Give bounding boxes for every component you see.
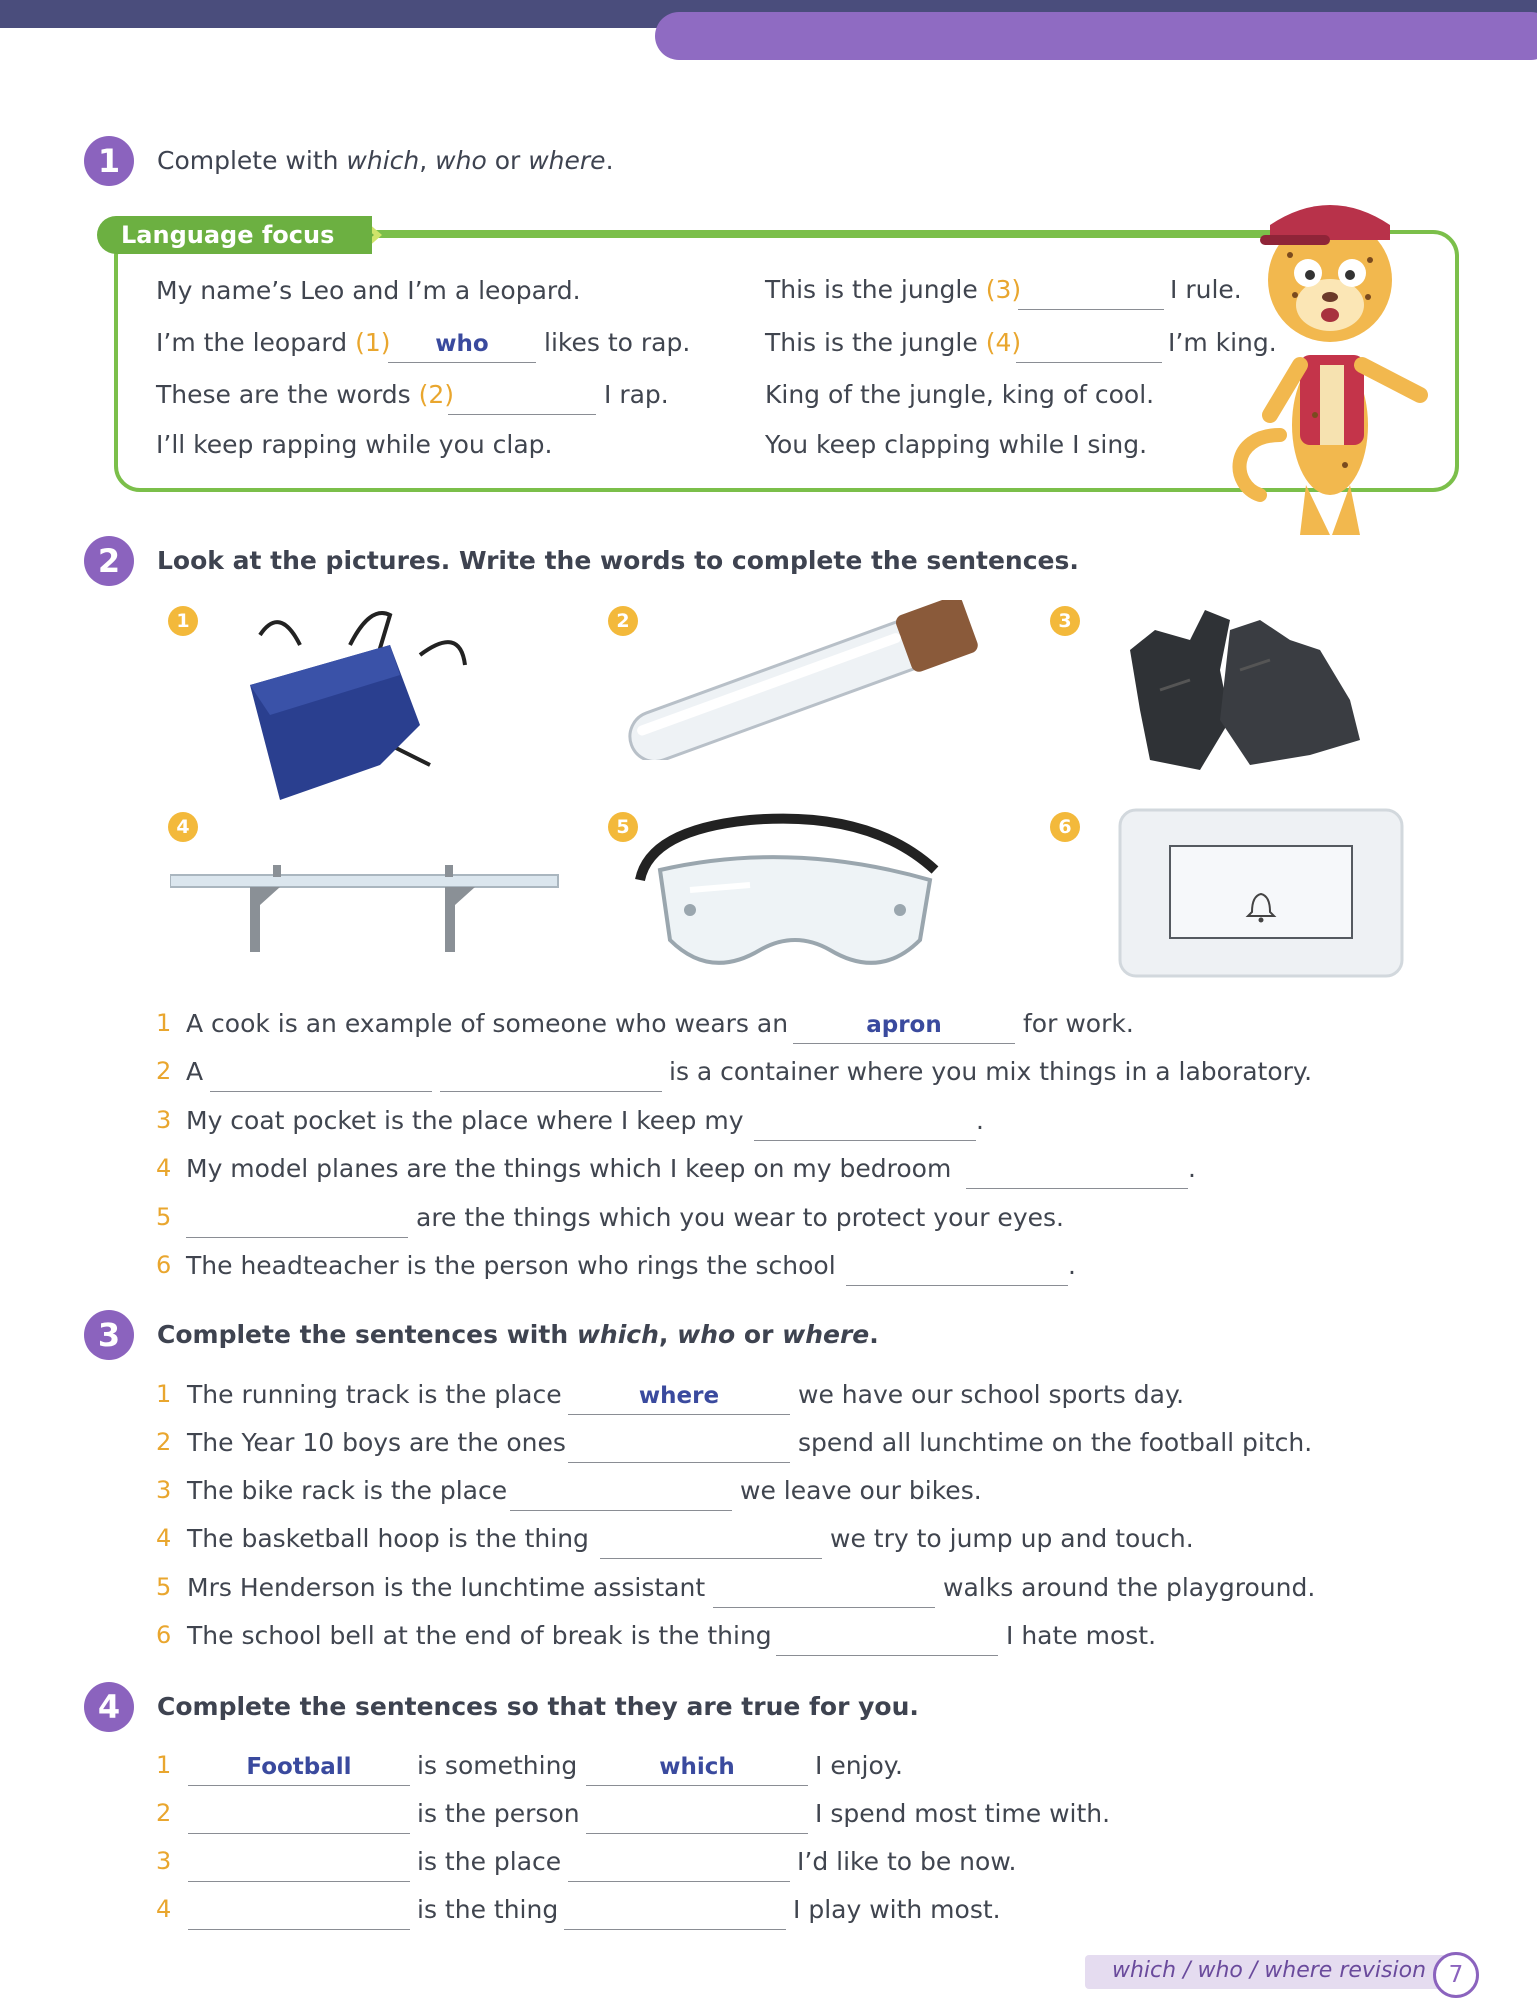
ex2-item-3-end: . bbox=[976, 1106, 984, 1135]
ex4-item-4-blank-b[interactable] bbox=[564, 1897, 786, 1930]
lf-line-right-2: This is the jungle (4) bbox=[765, 328, 1022, 357]
header-purple-band bbox=[655, 12, 1537, 60]
ex4-item-2-blank-a[interactable] bbox=[188, 1801, 410, 1834]
ex2-item-3-blank[interactable] bbox=[754, 1108, 976, 1141]
lf-answer-1: who bbox=[435, 331, 489, 357]
ex2-item-4-number: 4 bbox=[156, 1154, 172, 1182]
bell-switch-picture bbox=[1118, 808, 1404, 978]
exercise-2-number: 2 bbox=[84, 536, 134, 586]
picture-4-number: 4 bbox=[168, 812, 198, 842]
ex4-item-4-mid: is the thing bbox=[417, 1895, 559, 1924]
ex4-item-3-blank-b[interactable] bbox=[568, 1849, 790, 1882]
ex3-item-6-blank[interactable] bbox=[776, 1623, 998, 1656]
ex3-item-1-answer: where bbox=[638, 1383, 720, 1409]
ex3-item-4-end: we try to jump up and touch. bbox=[830, 1524, 1194, 1553]
picture-1-number: 1 bbox=[168, 606, 198, 636]
ex3-item-2-blank[interactable] bbox=[568, 1430, 790, 1463]
ex2-item-2-blank-a[interactable] bbox=[210, 1059, 432, 1092]
ex2-item-4-blank[interactable] bbox=[966, 1156, 1188, 1189]
ex2-item-3-number: 3 bbox=[156, 1106, 172, 1134]
ex3-item-2-end: spend all lunchtime on the football pitch. bbox=[798, 1428, 1313, 1457]
lf-blank-2[interactable] bbox=[448, 382, 596, 415]
lf-line-left-4: I’ll keep rapping while you clap. bbox=[156, 430, 553, 459]
shelf-picture bbox=[170, 860, 560, 960]
ex4-item-4-number: 4 bbox=[156, 1895, 172, 1923]
apron-picture bbox=[240, 605, 470, 805]
goggles-picture bbox=[630, 810, 960, 980]
picture-3-number: 3 bbox=[1050, 606, 1080, 636]
ex4-item-2-number: 2 bbox=[156, 1799, 172, 1827]
ex3-item-1-end: we have our school sports day. bbox=[798, 1380, 1185, 1409]
ex3-item-4-number: 4 bbox=[156, 1524, 172, 1552]
exercise-4-number: 4 bbox=[84, 1682, 134, 1732]
page-number: 7 bbox=[1433, 1952, 1479, 1998]
ex3-item-2-text: The Year 10 boys are the ones bbox=[187, 1428, 566, 1457]
lf-blank-4[interactable] bbox=[1016, 330, 1162, 363]
ex2-item-4-end: . bbox=[1188, 1154, 1196, 1183]
ex2-item-1-answer: apron bbox=[866, 1012, 942, 1038]
gloves-picture bbox=[1110, 590, 1370, 780]
ex2-item-2-text: A bbox=[186, 1057, 204, 1086]
ex3-item-3-blank[interactable] bbox=[510, 1478, 732, 1511]
picture-5-number: 5 bbox=[608, 812, 638, 842]
ex4-item-4-end: I play with most. bbox=[793, 1895, 1001, 1924]
picture-6-number: 6 bbox=[1050, 812, 1080, 842]
exercise-2-title: Look at the pictures. Write the words to complete the sentences. bbox=[157, 546, 1079, 575]
ex2-item-2-end: is a container where you mix things in a laboratory. bbox=[669, 1057, 1313, 1086]
ex3-item-1-text: The running track is the place bbox=[187, 1380, 562, 1409]
language-focus-rule bbox=[370, 234, 1320, 238]
lf-line-right-1: This is the jungle (3) bbox=[765, 275, 1022, 304]
exercise-3-title: Complete the sentences with which, who or where. bbox=[157, 1320, 879, 1349]
lf-line-right-2-end: I’m king. bbox=[1168, 328, 1277, 357]
language-focus-label: Language focus bbox=[97, 216, 372, 254]
language-focus-tag-arrow bbox=[352, 216, 374, 254]
lf-line-right-4: You keep clapping while I sing. bbox=[765, 430, 1148, 459]
lf-line-left-2: I’m the leopard (1) bbox=[156, 328, 391, 357]
ex3-item-6-text: The school bell at the end of break is the thing bbox=[187, 1621, 772, 1650]
ex3-item-4-blank[interactable] bbox=[600, 1526, 822, 1559]
ex4-item-1-answer-b: which bbox=[659, 1754, 735, 1780]
ex2-item-1-text: A cook is an example of someone who wears an bbox=[186, 1009, 789, 1038]
ex3-item-5-end: walks around the playground. bbox=[943, 1573, 1316, 1602]
ex3-item-6-end: I hate most. bbox=[1006, 1621, 1157, 1650]
ex2-item-6-end: . bbox=[1068, 1251, 1076, 1280]
ex4-item-1-end: I enjoy. bbox=[815, 1751, 903, 1780]
ex4-item-4-blank-a[interactable] bbox=[188, 1897, 410, 1930]
ex4-item-1-answer-a: Football bbox=[246, 1754, 352, 1780]
ex3-item-2-number: 2 bbox=[156, 1428, 172, 1456]
test-tube-picture bbox=[610, 600, 1010, 760]
lf-line-left-3-end: I rap. bbox=[604, 380, 669, 409]
ex2-item-6-text: The headteacher is the person who rings the school bbox=[186, 1251, 836, 1280]
ex3-item-3-end: we leave our bikes. bbox=[740, 1476, 982, 1505]
ex3-item-6-number: 6 bbox=[156, 1621, 172, 1649]
ex2-item-4-text: My model planes are the things which I keep on my bedroom bbox=[186, 1154, 952, 1183]
exercise-1-number: 1 bbox=[84, 136, 134, 186]
ex2-item-1-number: 1 bbox=[156, 1009, 172, 1037]
footer-section-title: which / who / where revision bbox=[1112, 1958, 1427, 1983]
ex2-item-3-text: My coat pocket is the place where I keep my bbox=[186, 1106, 744, 1135]
ex4-item-3-end: I’d like to be now. bbox=[797, 1847, 1017, 1876]
picture-2-number: 2 bbox=[608, 606, 638, 636]
ex3-item-3-text: The bike rack is the place bbox=[187, 1476, 508, 1505]
ex2-item-6-blank[interactable] bbox=[846, 1253, 1068, 1286]
ex3-item-5-text: Mrs Henderson is the lunchtime assistant bbox=[187, 1573, 706, 1602]
ex2-item-5-end: are the things which you wear to protect your eyes. bbox=[416, 1203, 1064, 1232]
ex4-item-3-number: 3 bbox=[156, 1847, 172, 1875]
ex3-item-1-number: 1 bbox=[156, 1380, 172, 1408]
exercise-1-title: Complete with which, who or where. bbox=[157, 146, 614, 175]
lf-line-left-3: These are the words (2) bbox=[156, 380, 455, 409]
ex3-item-5-blank[interactable] bbox=[713, 1575, 935, 1608]
lf-blank-3[interactable] bbox=[1018, 277, 1164, 310]
ex3-item-4-text: The basketball hoop is the thing bbox=[187, 1524, 589, 1553]
ex3-item-3-number: 3 bbox=[156, 1476, 172, 1504]
ex4-item-3-mid: is the place bbox=[417, 1847, 562, 1876]
ex4-item-1-number: 1 bbox=[156, 1751, 172, 1779]
ex3-item-5-number: 5 bbox=[156, 1573, 172, 1601]
lf-line-right-1-end: I rule. bbox=[1170, 275, 1242, 304]
ex4-item-1-mid: is something bbox=[417, 1751, 578, 1780]
exercise-4-title: Complete the sentences so that they are true for you. bbox=[157, 1692, 919, 1721]
ex4-item-2-blank-b[interactable] bbox=[586, 1801, 808, 1834]
lf-line-right-3: King of the jungle, king of cool. bbox=[765, 380, 1155, 409]
ex2-item-1-end: for work. bbox=[1023, 1009, 1134, 1038]
lf-line-left-1: My name’s Leo and I’m a leopard. bbox=[156, 276, 581, 305]
ex4-item-2-mid: is the person bbox=[417, 1799, 580, 1828]
exercise-3-number: 3 bbox=[84, 1310, 134, 1360]
ex4-item-3-blank-a[interactable] bbox=[188, 1849, 410, 1882]
ex2-item-2-blank-b[interactable] bbox=[440, 1059, 662, 1092]
ex2-item-6-number: 6 bbox=[156, 1251, 172, 1279]
ex2-item-5-number: 5 bbox=[156, 1203, 172, 1231]
ex4-item-2-end: I spend most time with. bbox=[815, 1799, 1111, 1828]
lf-line-left-2-end: likes to rap. bbox=[544, 328, 691, 357]
ex2-item-2-number: 2 bbox=[156, 1057, 172, 1085]
ex2-item-5-blank[interactable] bbox=[186, 1205, 408, 1238]
leopard-mascot-illustration bbox=[1220, 185, 1450, 545]
